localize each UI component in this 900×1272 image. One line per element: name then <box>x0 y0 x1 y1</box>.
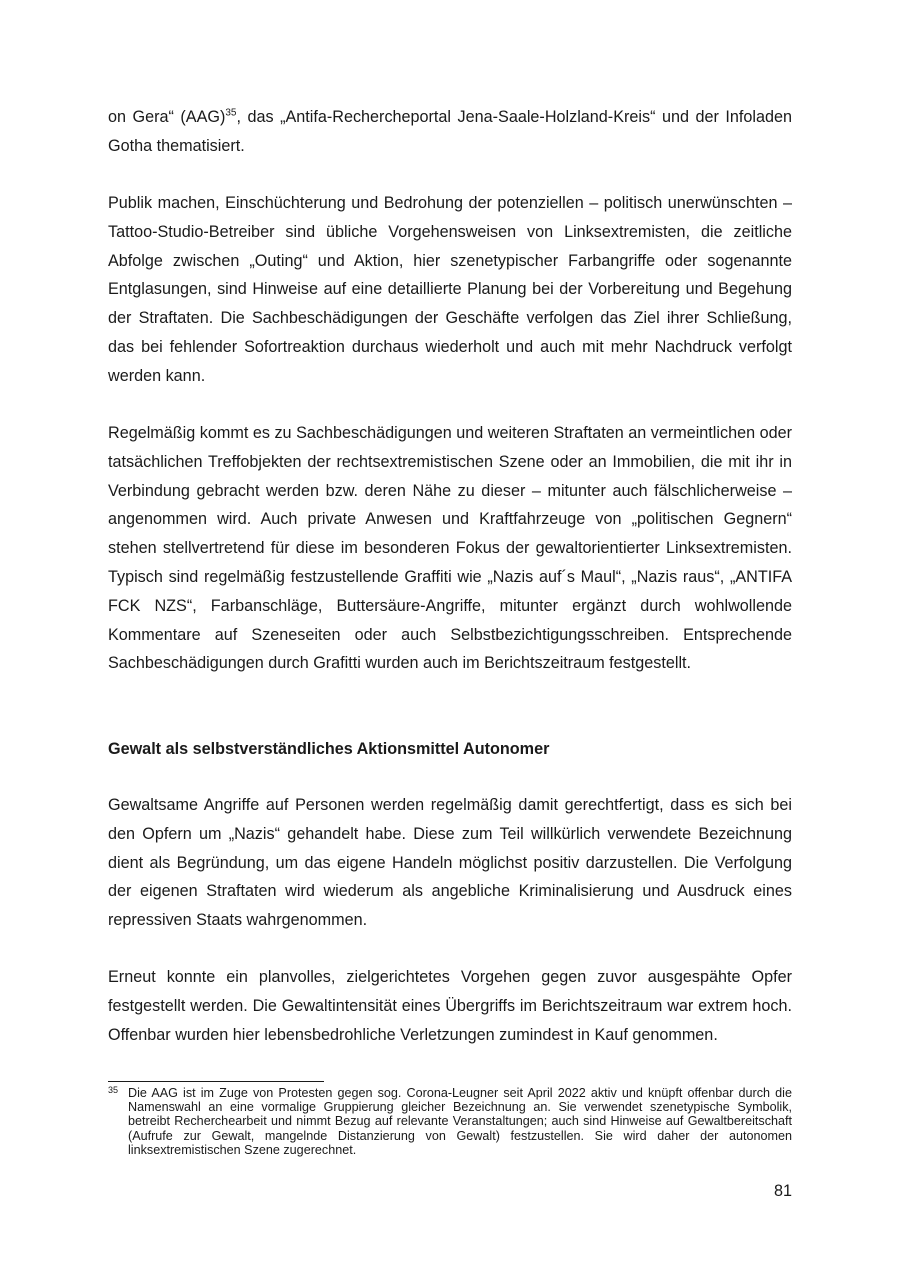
page-number: 81 <box>773 1182 792 1200</box>
footnote-35 <box>108 1086 792 1157</box>
footnote-number: 35 <box>108 1085 119 1095</box>
paragraph-1 <box>108 103 792 161</box>
paragraph-1-start: on Gera“ (AAG) <box>108 108 226 126</box>
paragraph-4: Gewaltsame Angriffe auf Personen werden regelmäßig damit gerechtfertigt, dass es sich bei den Opfern um „Nazis“ gehandelt habe. Diese zum Teil willkürlich verwendete Bezeichnung dient als Begründung, um das eigene Handeln möglichst positiv darzustellen. Die Verfolgung der eigenen Straftaten wird wiederum als angebliche Kriminalisierung und Ausdruck eines repressiven Staats wahrgenommen. <box>108 796 792 930</box>
paragraph-5: Erneut konnte ein planvolles, zielgerichtetes Vorgehen gegen zuvor ausgespähte Opfer festgestellt werden. Die Gewaltintensität eines Übergriffs im Berichtszeitraum war extrem hoch. Offenbar wurden hier lebensbedrohliche Verletzungen zumindest in Kauf genommen. <box>108 968 792 1044</box>
paragraph-2: Publik machen, Einschüchterung und Bedrohung der potenziellen – politisch unerwünschten – Tattoo-Studio-Betreiber sind übliche Vorgehensweisen von Linksextremisten, die zeitliche Abfolge zwischen „Outing“ und Aktion, hier szenetypischer Farbangriffe oder sogenannte Entglasungen, sind Hinweise auf eine detaillierte Planung bei der Vorbereitung und Begehung der Straftaten. Die Sachbeschädigungen der Geschäfte verfolgen das Ziel ihrer Schließung, das bei fehlender Sofortreaktion durchaus wiederholt und auch mit mehr Nachdruck verfolgt werden kann. <box>108 194 792 385</box>
footnote-reference-35[interactable]: 35 <box>225 107 237 119</box>
paragraph-1-rest: , das „Antifa-Rechercheportal Jena-Saale-Holzland-Kreis“ und der Infoladen Gotha thematisiert. <box>108 108 792 155</box>
footnote-separator <box>108 1081 324 1082</box>
footnote-text: Die AAG ist im Zuge von Protesten gegen sog. Corona-Leugner seit April 2022 aktiv und knüpft offenbar durch die Namenswahl an eine vormalige Gruppierung gleicher Bezeichnung an. Sie verwendet szenetypische Symbolik, betreibt Recherchearbeit und nimmt Bezug auf relevante Veranstaltungen; auch sind Hinweise auf Gewaltbereitschaft (Aufrufe zur Gewalt, mangelnde Distanzierung von Gewalt) festzustellen. Sie wird daher der autonomen linksextremistischen Szene zugerechnet. <box>128 1086 792 1157</box>
section-heading: Gewalt als selbstverständliches Aktionsmittel Autonomer <box>108 740 550 758</box>
paragraph-3: Regelmäßig kommt es zu Sachbeschädigungen und weiteren Straftaten an vermeintlichen oder tatsächlichen Treffobjekten der rechtsextremistischen Szene oder an Immobilien, die mit ihr in Verbindung gebracht werden bzw. deren Nähe zu dieser – mitunter auch fälschlicherweise – angenommen wird. Auch private Anwesen und Kraftfahrzeuge von „politischen Gegnern“ stehen stellvertretend für diese im besonderen Fokus der gewaltorientierter Linksextremisten. Typisch sind regelmäßig festzustellende Graffiti wie „Nazis auf´s Maul“, „Nazis raus“, „ANTIFA FCK NZS“, Farbanschläge, Buttersäure-Angriffe, mitunter ergänzt durch wohlwollende Kommentare auf Szeneseiten oder auch Selbstbezichtigungsschreiben. Entsprechende Sachbeschädigungen durch Grafitti wurden auch im Berichtszeitraum festgestellt. <box>108 424 792 673</box>
